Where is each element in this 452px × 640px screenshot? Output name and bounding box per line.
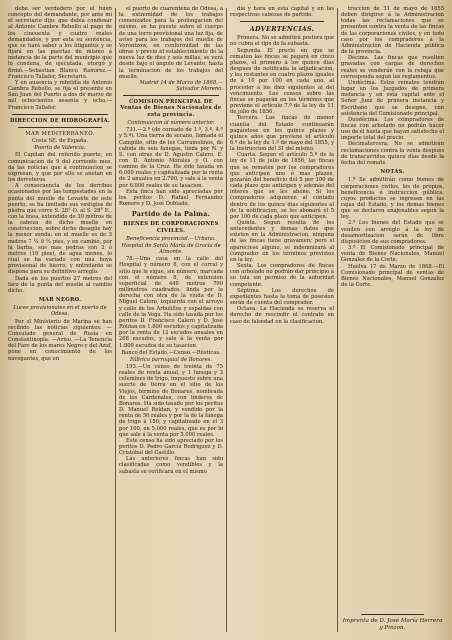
paragraph: Duodécima. Los compradores de fincas con arbolado no podrán hacer uso de él hasta que hayan satisfecho el importe total del precio. [341,116,444,142]
section-heading: MAR NEGRO. [38,297,82,304]
section-divider [123,95,219,96]
section-heading: BIENES DE CORPORACIONES CIVILES. [123,221,219,234]
subheading: MAR MEDITERRÁNEO. [25,130,95,137]
paragraph: 193.—Un censo de treinta de 75 reales de renta anual, y 1 fanega y 3 celemines de trigo, impuesto sobre una suerte de tierra en el sitio de los Viejos, término de Bonares, nombrada de los Cardenales, con linderos de Bonares. Ha sido tasado por los peritos D. Manuel Roldan, y vendido por la renta de 50 reales y por la de la fanega de trigo á 150, y capitalizado en el 3 por 100, en 5.000 reales, que es por lo que sale á la venta por 5.000 reales. [119,363,223,438]
paragraph: Décima. Las fincas que resulten gravadas con cargas de derechos reales se venderán con la rebaja que corresponda segun los reglamentos. [341,55,444,80]
column-rule [226,8,227,632]
subheading: Continuacion al número anterior. [127,120,215,127]
paragraph: Por el Ministerio de Marina se han recibido las noticias siguientes: —Consulado general de Rusia en Constantinopla. —Aviso. —La Tenencia del Faro de los mares Negro y del Azof, pone en conocimiento de los navegantes, que en [8,318,112,362]
paragraph: truccion de 31 de mayo de 1855 deben dirigirse á la Administracion todas las reclamaciones que se presenten contra la venta de las fincas de las corporaciones civiles, y en todo caso por los compradores á la Administracion de Hacienda pública de la provincia. [341,6,444,56]
paragraph: el puerto de cuarentena de Odesa, á la extremidad de los trabajos comenzados para la prolongacion del mismo, se ha puesto sobre el cuerpo de una torre provisional una luz fija, de aviso para los trabajos del muelle de Vorontzow, en conformidad de las obras y previo el establecimiento de la nueva luz de diez y seis millas, se verá desde bajo el ángulo de Levante, hasta la terminacion de los trabajos del muelle. [119,6,223,80]
paragraph: Octava. La Hacienda se reserva el derecho de rescindir el contrato en caso de falsedad en la clasificacion. [230,306,334,325]
subheading: Banco del Estado.—Censo.—Rústicas. [121,349,221,356]
subheading: Fábrica parroquial de Bonares. [130,356,212,363]
paragraph: Cuarta. Segun el artículo 5.º de la ley de 11 de julio de 1856, las fincas que se rematen por los compradores que anticipen uno ó mas plazos, gozarán del beneficio del 5 por 100 de cada plazo que anticipen y además del interés que se les abone. Si los compradores adquieren al contado dentro de los quince dias siguientes al de la notificacion, se les abonará el 5 por 100 de cada plazo que anticipen. [230,152,334,220]
paragraph: Sexta. Los compradores de fincas con arbolado no podrán dar principio á su tala sin permiso de la autoridad competente. [230,263,334,288]
section-heading: DIRECCION DE HIDROGRAFÍA. [9,117,111,124]
paragraph: dia y hora en esta capital y en las respectivas cabezas de partido. [230,6,334,19]
paragraph: 1.ª Se admitirán como bienes de corporaciones civiles, los de propios, beneficencia é instruccion pública, cuyos productos se ingresen en las cajas del Estado, y los demas bienes que se declaren enajenables segun la ley. [341,177,444,221]
section-heading: ADVERTENCIAS. [249,25,315,34]
paragraph: Este censo ha sido apreciado por los peritos D. Pedro García Rodriguez y D. Cristóbal del Castillo. [119,437,223,457]
date-signature: Huelva 17 de Marzo de 1868.—El Comisionado principal de ventas de Bienes Nacionales, Manuel Gonzalez de la Corte. [341,263,444,289]
column-3 [230,6,334,634]
paragraph: El Capitan del referido puerto, en comunicacion de 9 del corriente mes, da las noticias que á continuacion se expresan, y que por ello se anotan en los derroteros. [8,152,112,184]
paragraph: 3.ª El Comisionado principal de venta de Bienes Nacionales, Manuel Gonzalez de la Corte. [341,245,444,264]
paragraph: debe ser verdadero por el buen concepto del demandante, por ante mi el secretario dijo: que debia condenar al Antonio Cambra Rebollo al pago de los cincuenta y cuatro reales demandados, y por esta su sentencia, que se hará saber a los litigantes y se fijará en las puertas de mismo á instancia de la parte del municipio que lo condena, de ejecutada, otorgó y firmó.—Sebastian Blanco Ramirez.—Francisco Tallafer, Secretario. [8,6,112,80]
paragraph: Y en ausencia y rebeldía de Antonio Cambra Rebollo, se fija el presente en San Juan del Puerto á dos de marzo de mil ochocientos sesenta y ocho.—Francisco Tallafer. [8,79,112,111]
column-rule [337,8,338,632]
column-rule [115,8,116,632]
column-2 [119,6,223,634]
divider [240,21,324,22]
paragraph: Séptima. Los derechos de expedientes hasta la toma de posesion serán de cuenta del comprador. [230,287,334,307]
divider [18,127,102,128]
printer-imprint: Imprenta de D. José María Herrera y Pinzon. [342,618,443,631]
paragraph: Dada en los puertos 27 metros del faro de la punta del muelle al cambio dicho. [8,275,112,294]
subheading: Costa SE. de España. [31,138,89,145]
imprint-block [341,614,444,636]
paragraph: 731.—2.ª (de coreado de 1.º, 3.º, 4.º y 5.º). Una tierra de secano, llamada el Campillo, sitio de los Carramolinos, de cabida de seis fanegas, linda por N. y S. con otras de D. Agustin Calero, E. con D. Antonio Morales y O. con camino de la Cruz. Ha sido tasada en 6.000 reales y capitalizada por la renta de 2 anuales en 2.700, y sale á la venta por 6.000 reales de su tasacion. [119,127,223,189]
paragraph: A consecuencia de los derribos ocasionados por las tempestades en la punta del muelle de Levante de este puerto, se ha limitado sus vestigios de piedra que corre S. 28° O. al S. 28° E., con la linea, extendido de 30 metros de la cabeza de dicho muelle en construccion, sobre dicho desagüe hay la menor sonda: en el muelle es de 3 metros 7 ¼ 9 ½ pies, y en cambio, por la barba, sus mas pedras son 2 ó metros (10 pies), de agua menos, lo cual se ha variado con una boya provisional de hierro, y entretanto se dispone para su definitivo arreglo. [8,183,112,276]
section-heading: COMISION PRINCIPAL DE Ventas de Bienes Nacionales de esta provincia. [120,99,222,118]
paragraph: Décimatercera. No se admitirán reclamaciones contra la venta despues de transcurridos quince dias desde la fecha del remate. [341,141,444,166]
date-signature: Madrid 14 de Marzo de 1868.—Salvador Moreno. [139,79,223,93]
subheading: Hospital de Santa María de Gracia de Almonte. [121,243,221,256]
paragraph: Segunda. El precio en que se rematen las fincas se pagará en cinco plazos, el primero á los quince dias despues de notificada la adjudicacion, y los restantes en cuatro plazos iguales de á 10 por 100 en cada uno, al proceder á los diez siguientes al del vencimiento. Los censos sobre las fincas se pagarán en los términos que previene el artículo 7.º de la ley de 11 de julio de 1856. [230,47,334,116]
subheading: Beneficencia provincial.—Urbana. [126,235,216,242]
subheading: Luces provisionales en el puerto de Odesa. [13,305,107,318]
column-4 [341,6,444,612]
section-heading: NOTAS. [380,169,405,176]
paragraph: 2.ª Los bienes del Estado que se venden con arreglo á la ley de desamortizacion serán de libre disposicion de sus compradores. [341,220,444,245]
paragraph: Las anteriores fincas han sido clasificadas como vendibles y la subasta se verificará en el mismo [119,456,223,475]
column-1 [8,6,112,634]
paragraph: 78.—Una casa en la calle del Hospital y número 8, con el corral y sitio que le sigue, sin número, marcada con el número 8, de extension superficial de 440 metros 799 milímetros cuadrados, linda por la derecha con otra de la viuda de D. Miguel Calero, izquierda con el arroyo y calle de los Arbolillos y espaldas con calle de la Vega. Ha sido tasada por los peritos D. Francisco Calero y D. José Roldan en 1.800 escudos y capitalizada por la renta de 12 escudos anuales en 268 escudos, y sale á la venta por 1.800 escudos de su tasacion. [119,256,223,349]
paragraph: Tercera. Las fincas de menor cuantía del Estado continuarán pagándose en los quince plazos y quince años que previene el artículo 6.º de la ley de 1.º de mayo del 1855, y la Instruccion del 31 del mismo. [230,115,334,153]
paragraph: Esta finca han sido apreciadas por los peritos D. Rafael Fernandez Romero y D. José Doblado. [119,188,223,208]
subheading: Puerto de Valencia. [34,145,86,152]
divider [361,614,424,615]
paragraph: Undécima. Estos remates tendrán lugar en los Juzgados de primera instancia y en esta capital ante el Señor Juez de primera instancia y Escribano que se designe, con asistencia del Comisionado principal. [341,79,444,117]
paragraph: Primera. No se admitirá postura que no cubra el tipo de la subasta. [230,35,334,48]
section-divider [12,114,108,115]
section-heading: Partido de la Palma. [131,210,211,219]
paragraph: Quinta. Segun resulta de los antecedentes y demas datos que existen en la Administracion, ninguna de las fincas tiene gravamen; pero si apareciese alguno, se indemnizará al comprador en los términos previstos en la ley. [230,220,334,263]
